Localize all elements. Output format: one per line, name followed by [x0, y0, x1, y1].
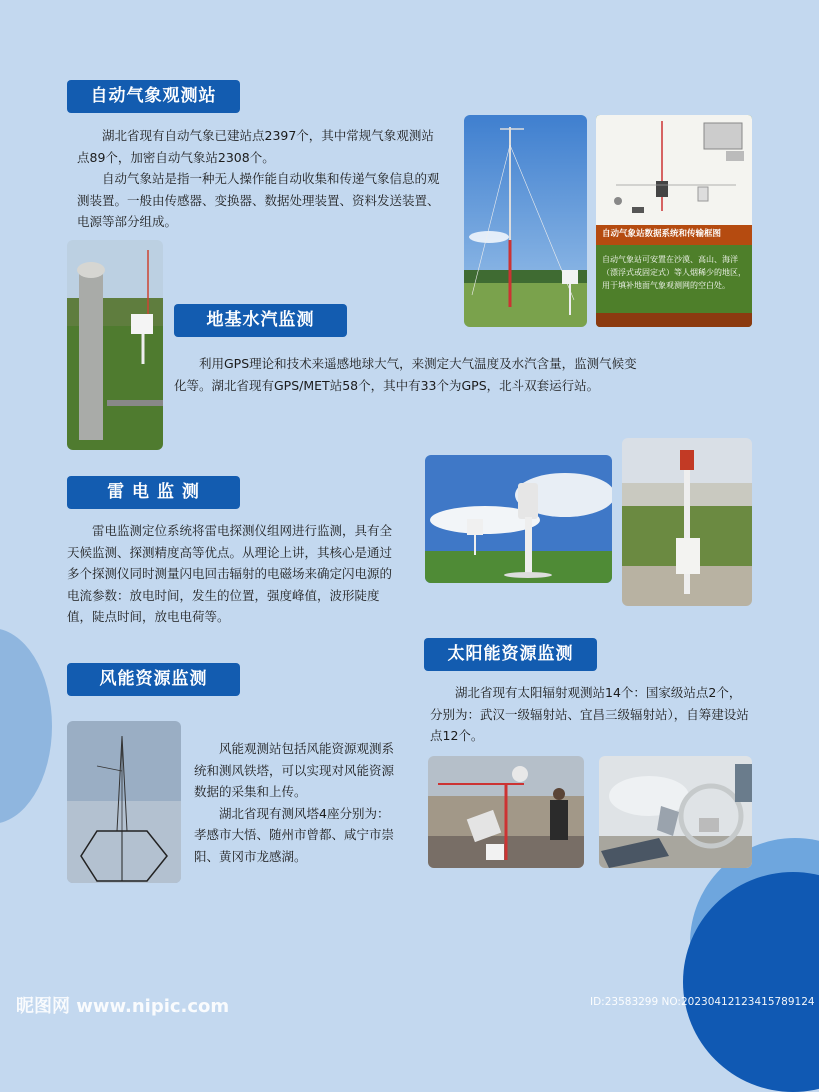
wind-tower-photo: [67, 721, 181, 883]
heading-lightning: 雷 电 监 测: [67, 476, 240, 509]
heading-gps: 地基水汽监测: [174, 304, 347, 337]
footer-id: ID:23583299 NO:20230412123415789124: [590, 996, 815, 1008]
lightning-sensor-pole-photo: [622, 438, 752, 606]
solar-text: [430, 682, 752, 747]
solar-station-photo-1: [428, 756, 584, 868]
solar-paragraph-1: 湖北省现有太阳辐射观测站14个：国家级站点2个，分别为：武汉一级辐射站、宜昌三级辐射站），自筹建设站点12个。: [430, 685, 749, 743]
heading-solar: 太阳能资源监测: [424, 638, 597, 671]
gps-paragraph-1: 利用GPS理论和技术来遥感地球大气，来测定大气温度及水汽含量，监测气候变化等。湖北省现有GPS/MET站58个，其中有33个为GPS，北斗双套运行站。: [174, 356, 637, 393]
diagram-bottom-bar: [596, 313, 752, 327]
gps-antenna-photo: [67, 240, 163, 450]
diagram-title: 自动气象站数据系统和传输框图: [602, 229, 722, 239]
heading-wind: 风能资源监测: [67, 663, 240, 696]
solar-station-photo-2: [599, 756, 752, 868]
aws-mast-photo: [464, 115, 587, 327]
diagram-illustration: [596, 115, 752, 225]
gps-text: [174, 353, 644, 396]
wind-text: [194, 738, 394, 867]
heading-aws: 自动气象观测站: [67, 80, 240, 113]
wind-paragraph-1: 风能观测站包括风能资源观测系统和测风铁塔，可以实现对风能资源数据的采集和上传。: [194, 741, 395, 799]
footer-watermark: 昵图网 www.nipic.com: [16, 996, 230, 1017]
lightning-paragraph-1: 雷电监测定位系统将雷电探测仪组网进行监测，具有全天候监测、探测精度高等优点。从理论上讲，其核心是通过多个探测仪同时测量闪电回击辐射的电磁场来确定闪电源的电流参数：放电时间，发生的位置，强度峰值，波形陡度值，陡点时间，放电电荷等。: [67, 523, 393, 624]
lightning-detector-photo: [425, 455, 612, 583]
aws-paragraph-2: 自动气象站是指一种无人操作能自动收集和传递气象信息的观测装置。一般由传感器、变换器、数据处理装置、资料发送装置、电源等部分组成。: [77, 171, 440, 229]
aws-paragraph-1: 湖北省现有自动气象已建站点2397个，其中常规气象观测站点89个，加密自动气象站2308个。: [77, 128, 434, 165]
decorative-circle-left: [0, 628, 52, 824]
wind-paragraph-2: 湖北省现有测风塔4座分别为：孝感市大悟、随州市曾都、咸宁市崇阳、黄冈市龙感湖。: [194, 805, 395, 864]
aws-text: [77, 125, 445, 233]
aws-system-diagram: [596, 115, 752, 327]
diagram-caption: 自动气象站可安置在沙漠、高山、海洋（漂浮式或固定式）等人烟稀少的地区，用于填补地面气象观测网的空白处。: [602, 255, 746, 290]
lightning-text: [67, 520, 395, 628]
